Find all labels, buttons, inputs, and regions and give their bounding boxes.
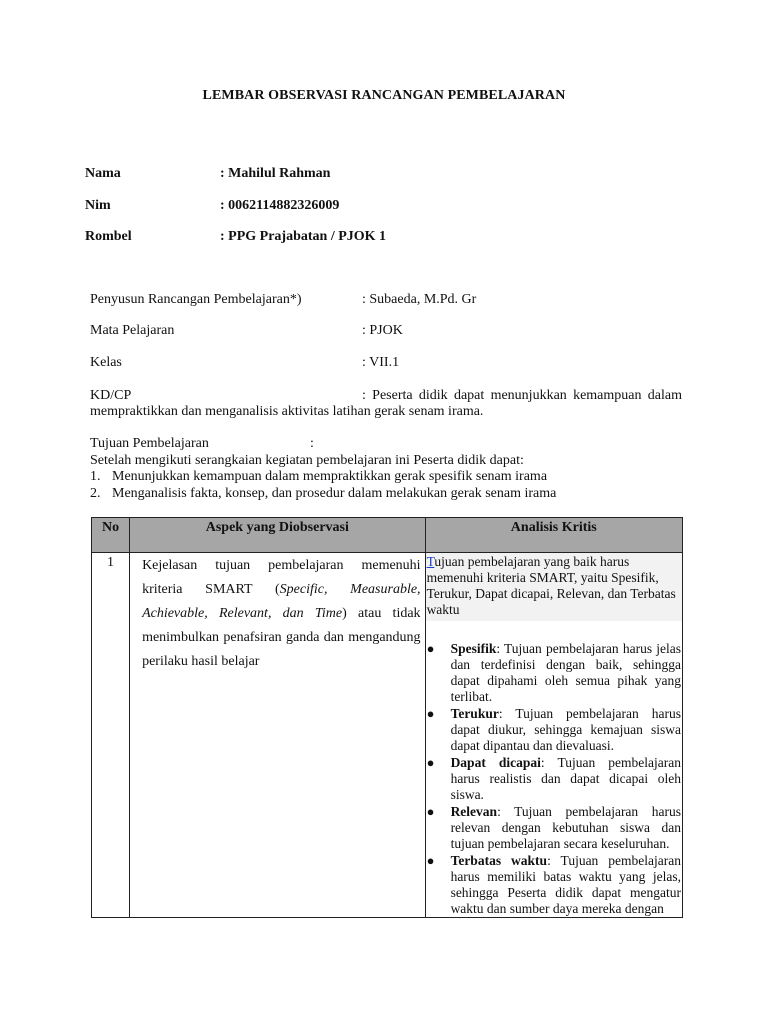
- cell-no: 1: [92, 553, 130, 918]
- list-item: ● Spesifik: Tujuan pembelajaran harus jelas dan terdefinisi dengan baik, sehingga dapat dipahami oleh semua pihak yang terlibat.: [426, 641, 681, 704]
- bullet-icon: ●: [426, 853, 435, 868]
- info-value: : VII.1: [362, 355, 400, 370]
- tujuan-label: Tujuan Pembelajaran: [90, 436, 209, 451]
- smart-italic-text: Specific, Measurable, Achievable, Relevant, dan Time: [142, 582, 421, 621]
- table-header-row: [92, 518, 683, 553]
- bullet-term: Relevan: [450, 804, 498, 819]
- bullet-term: Dapat dicapai: [450, 755, 541, 770]
- list-number: 2.: [90, 485, 101, 501]
- bullet-icon: ●: [426, 755, 435, 770]
- cell-aspek: Kejelasan tujuan pembelajaran memenuhi kriteria SMART (Specific, Measurable, Achievable, Relevant, dan Time) atau tidak menimbulkan penafsiran ganda dan mengandung perilaku hasil belajar: [130, 553, 426, 918]
- bullet-icon: ●: [426, 804, 435, 819]
- identity-value: : 0062114882326009: [220, 198, 340, 213]
- list-item: [90, 469, 682, 486]
- bullet-term: Spesifik: [450, 641, 497, 656]
- info-label: Kelas: [90, 355, 122, 370]
- list-item: ● Terukur: Tujuan pembelajaran harus dapat diukur, sehingga kemajuan siswa dapat dipantau dan dievaluasi.: [426, 706, 681, 753]
- info-value: : Subaeda, M.Pd. Gr: [362, 292, 477, 307]
- tujuan-list: [90, 469, 682, 502]
- identity-row-rombel: [85, 229, 386, 245]
- list-number: 1.: [90, 469, 101, 484]
- tujuan-section: [90, 436, 682, 502]
- cell-analisis: [425, 553, 682, 918]
- list-text: Menganalisis fakta, konsep, dan prosedur dalam melakukan gerak senam irama: [112, 485, 557, 501]
- info-label: Penyusun Rancangan Pembelajaran*): [90, 292, 302, 307]
- document-title: LEMBAR OBSERVASI RANCANGAN PEMBELAJARAN: [202, 88, 566, 103]
- identity-label: Rombel: [85, 229, 132, 244]
- observation-table: [91, 517, 683, 918]
- bullet-icon: ●: [426, 706, 435, 721]
- kd-value-line2: mempraktikkan dan menganalisis aktivitas latihan gerak senam irama.: [90, 404, 484, 419]
- list-item: ● Relevan: Tujuan pembelajaran harus relevan dengan kebutuhan siswa dan tujuan pembelajaran secara keseluruhan.: [426, 804, 681, 851]
- kd-cp-section: [90, 388, 682, 420]
- table-row: [92, 553, 683, 918]
- kd-label: KD/CP: [90, 388, 132, 403]
- identity-label: Nim: [85, 198, 111, 213]
- list-item: [90, 486, 682, 503]
- identity-value: : PPG Prajabatan / PJOK 1: [220, 229, 387, 244]
- info-value: : PJOK: [362, 323, 403, 338]
- identity-row-nama: [85, 166, 330, 182]
- tujuan-intro: Setelah mengikuti serangkaian kegiatan pembelajaran ini Peserta didik dapat:: [90, 452, 524, 468]
- tujuan-colon: :: [310, 436, 314, 451]
- list-text: Menunjukkan kemampuan dalam mempraktikkan gerak spesifik senam irama: [112, 469, 548, 484]
- header-analisis: Analisis Kritis: [425, 518, 682, 553]
- kd-value-line1: : Peserta didik dapat menunjukkan kemampuan dalam: [362, 388, 682, 403]
- identity-label: Nama: [85, 166, 121, 181]
- header-no: No: [92, 518, 130, 553]
- analisis-intro: Tujuan pembelajaran yang baik harus memenuhi kriteria SMART, yaitu Spesifik, Terukur, Dapat dicapai, Relevan, dan Terbatas waktu: [426, 553, 682, 621]
- bullet-term: Terbatas waktu: [450, 853, 548, 868]
- identity-row-nim: [85, 198, 339, 214]
- header-aspek: Aspek yang Diobservasi: [130, 518, 426, 553]
- identity-value: : Mahilul Rahman: [220, 166, 331, 181]
- info-label: Mata Pelajaran: [90, 323, 175, 338]
- list-item: ● Dapat dicapai: Tujuan pembelajaran harus realistis dan dapat dicapai oleh siswa.: [426, 755, 681, 802]
- bullet-icon: ●: [426, 641, 435, 656]
- bullet-term: Terukur: [450, 706, 499, 721]
- text-cursor-mark: T: [426, 554, 435, 569]
- smart-bullet-list: [426, 641, 682, 917]
- list-item: ● Terbatas waktu: Tujuan pembelajaran harus memiliki batas waktu yang jelas, sehingga Peserta didik dapat mengatur waktu dan sumber daya mereka dengan: [426, 853, 681, 916]
